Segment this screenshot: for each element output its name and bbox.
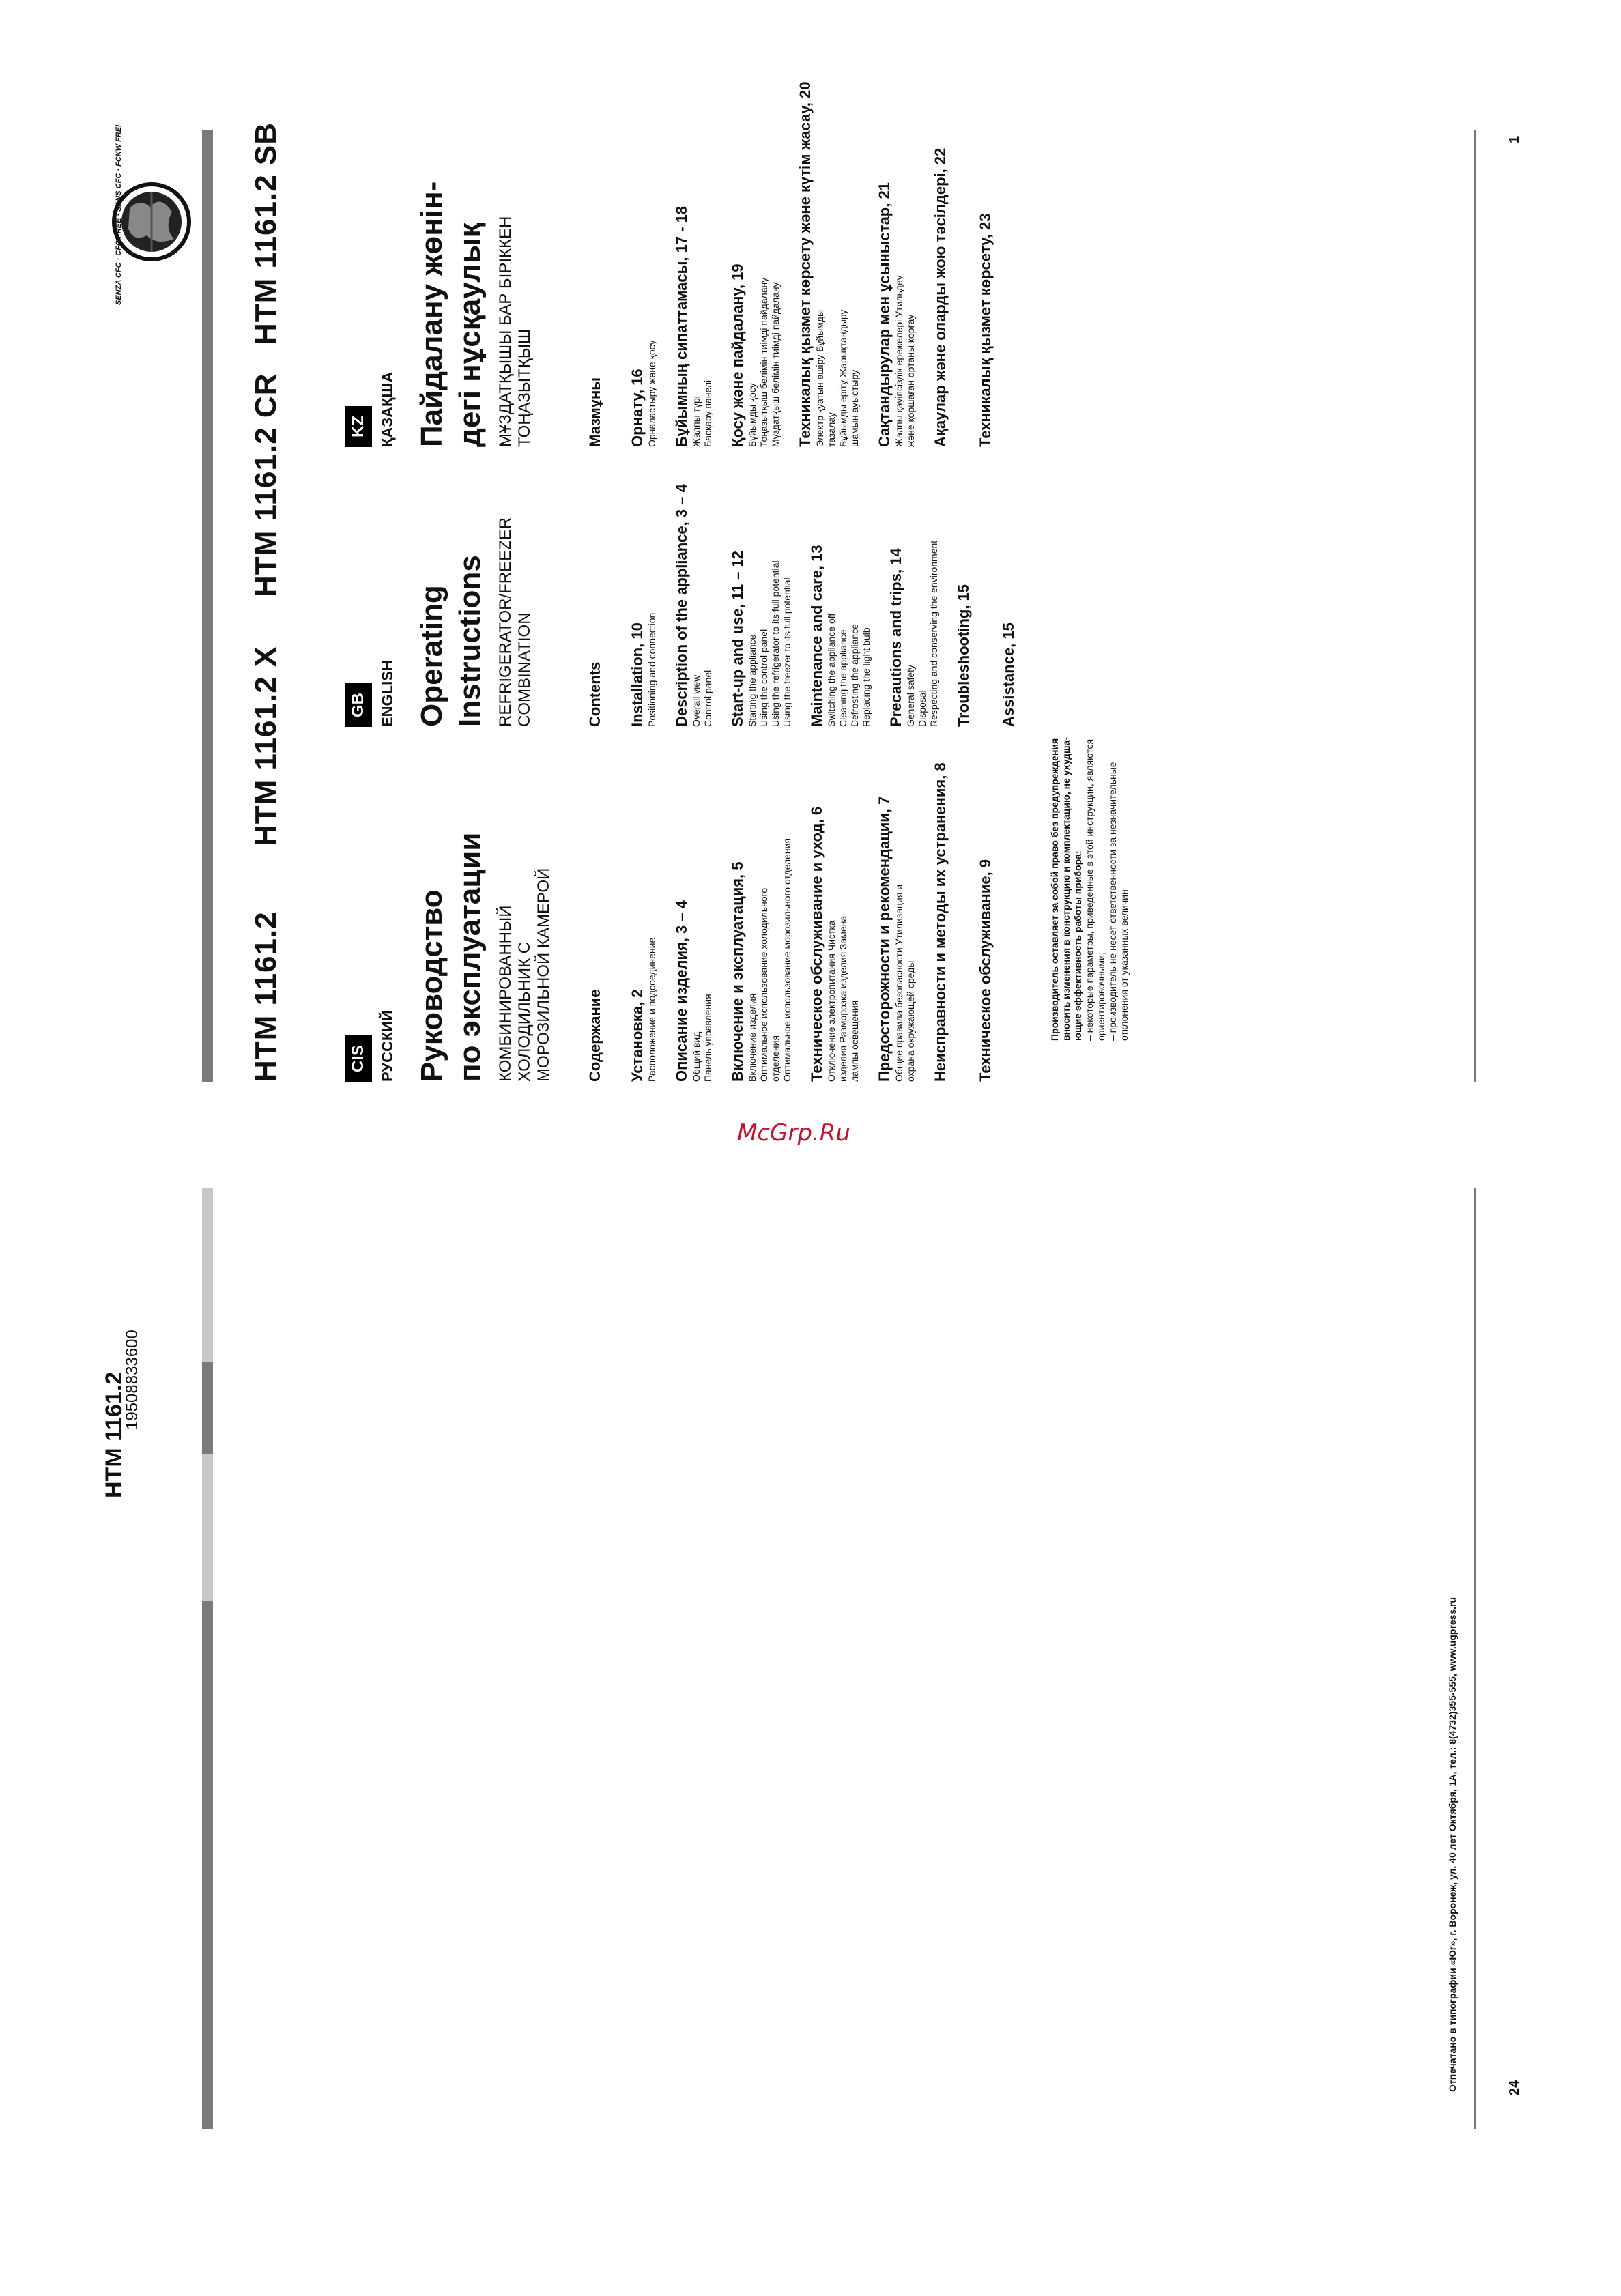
cis-badge: CIS <box>345 1035 372 1082</box>
cis-s7-title: Техническое обслуживание, 9 <box>977 859 994 1082</box>
gb-section-maintenance <box>808 484 872 727</box>
kz-s2-title: Бұйымның сипаттамасы, 17 - 18 <box>673 205 690 447</box>
gb-section-description <box>673 484 714 727</box>
cis-s3-a: Включение изделия <box>747 993 758 1082</box>
kz-s3-c: Мұздатқыш бөлімін тиімді пайдалану <box>770 282 781 447</box>
cis-column <box>345 737 1130 1082</box>
kz-section-assistance <box>977 81 994 447</box>
kz-s3-b: Тоңазытқыш бөлімін тиімді пайдалану <box>758 277 769 447</box>
kz-section-maintenance <box>797 81 861 447</box>
kz-section-troubleshooting <box>932 81 949 447</box>
cis-section-precautions <box>876 737 917 1082</box>
kz-title-2: дегі нұсқаулық <box>453 223 487 447</box>
kz-section-installation <box>629 81 658 447</box>
model-header-4: HTM 1161.2 SB <box>249 121 283 345</box>
kz-s7-title: Техникалық қызмет көрсету, 23 <box>977 213 994 447</box>
cis-s5-b: охрана окружающей среды <box>905 960 916 1082</box>
cis-section-startup <box>729 737 793 1082</box>
gb-s1-a: Positioning and connection <box>646 612 657 727</box>
kz-language: ҚАЗАҚША <box>379 371 396 447</box>
kz-s3-a: Бұйымды қосу <box>747 383 758 447</box>
cis-s4-a: Отключение электропитания Чистка <box>826 920 837 1082</box>
gb-s5-a: General safety <box>905 664 916 727</box>
gb-s4-c: Defrosting the appliance <box>849 624 860 727</box>
right-gray-bar <box>202 130 213 1082</box>
cis-section-maintenance <box>808 737 861 1082</box>
kz-s5-title: Сақтандырулар мен ұсыныстар, 21 <box>876 182 893 447</box>
cis-s6-title: Неисправности и методы их устранения, 8 <box>932 762 949 1082</box>
kz-section-precautions <box>876 81 917 447</box>
gb-s2-a: Overall view <box>691 674 702 727</box>
model-header-2: HTM 1161.2 X <box>249 646 283 846</box>
left-page-rule <box>1474 1188 1476 2129</box>
kz-column <box>345 81 1009 447</box>
cis-contents-heading: Содержание <box>586 989 603 1082</box>
left-page-number: 24 <box>1507 2080 1522 2095</box>
cis-notice-4: – некоторые параметры, приведенные в этой инструкции, являются <box>1084 738 1095 1041</box>
cis-s1-a: Расположение и подсоединение <box>646 937 657 1082</box>
kz-s4-c: Бұйымды еріту Жарықтандыру <box>837 309 848 447</box>
cis-section-troubleshooting <box>932 737 949 1082</box>
gb-s4-d: Replacing the light bulb <box>861 627 872 727</box>
kz-s1-title: Орнату, 16 <box>629 369 646 447</box>
left-model-title: HTM 1161.2 <box>101 1371 127 1498</box>
gb-contents-heading: Contents <box>586 661 603 727</box>
gb-section-precautions <box>887 484 940 727</box>
kz-s4-title: Техникалық қызмет көрсету және күтім жасау, 20 <box>797 81 814 447</box>
gb-s3-c: Using the refrigerator to its full potential <box>770 560 781 727</box>
cis-title-2: по эксплуатации <box>453 832 487 1082</box>
printer-imprint: Отпечатано в типографии «Юг», г. Воронеж, ул. 40 лет Октября, 1А, тел.: 8(4732)355-555, www.ugpress.ru <box>1447 1596 1458 2092</box>
gb-title-1: Operating <box>415 585 448 727</box>
cis-section-description <box>673 737 714 1082</box>
cis-notice-3: ющие эффективность работы прибора: <box>1072 850 1083 1041</box>
cis-section-assistance <box>977 737 994 1082</box>
gb-section-troubleshooting <box>955 484 973 727</box>
gb-s4-title: Maintenance and care, 13 <box>808 545 825 727</box>
gb-s6-title: Troubleshooting, 15 <box>955 584 972 727</box>
cis-s1-title: Установка, 2 <box>629 989 646 1082</box>
gb-s3-title: Start-up and use, 11 – 12 <box>729 551 746 727</box>
cis-notice-6: – производитель не несет ответственности за незначительные <box>1107 762 1118 1041</box>
gb-s5-title: Precautions and trips, 14 <box>887 548 904 727</box>
left-gray-bar-light-2 <box>202 1188 213 1362</box>
cis-s4-c: лампы освещения <box>849 1000 860 1082</box>
right-page-number: 1 <box>1507 135 1522 143</box>
kz-s2-a: Жалпы түрі <box>691 396 702 447</box>
kz-title-1: Пайдалану жөнін- <box>415 181 448 447</box>
gb-s3-b: Using the control panel <box>758 629 769 727</box>
model-header-3: HTM 1161.2 CR <box>249 373 283 597</box>
gb-title-2: Instructions <box>453 555 487 727</box>
cfc-free-logo <box>109 126 191 311</box>
kz-s4-d: шамын ауыстыру <box>849 369 860 447</box>
kz-s1-a: Орналастыру және қосу <box>646 340 657 447</box>
cis-s4-title: Техническое обслуживание и уход, 6 <box>808 806 825 1082</box>
left-model-code: 19508833600 <box>123 1330 141 1430</box>
cis-s4-b: изделия Разморозка изделия Замена <box>837 915 848 1082</box>
gb-language: ENGLISH <box>379 660 396 727</box>
cis-language: РУССКИЙ <box>379 1010 396 1082</box>
kz-s4-a: Электр қуатын өшіру Бұйымды <box>814 309 825 447</box>
kz-s2-b: Басқару панелі <box>702 379 713 447</box>
cis-s2-a: Общий вид <box>691 1031 702 1082</box>
cis-subtitle-2: ХОЛОДИЛЬНИК С <box>515 941 534 1082</box>
watermark: McGrp.Ru <box>737 1119 850 1147</box>
kz-subtitle-2: ТОҢАЗЫТҚЫШ <box>515 329 534 447</box>
cis-s3-title: Включение и эксплуатация, 5 <box>729 861 746 1082</box>
gb-s2-title: Description of the appliance, 3 – 4 <box>673 484 690 727</box>
gb-s3-d: Using the freezer to its full potential <box>781 577 792 727</box>
gb-subtitle-1: REFRIGERATOR/FREEZER <box>496 517 515 727</box>
gb-section-installation <box>629 484 658 727</box>
cis-s5-a: Общие правила безопасности Утилизация и <box>893 884 904 1082</box>
cis-s5-title: Предосторожности и рекомендации, 7 <box>876 796 893 1082</box>
cis-s2-title: Описание изделия, 3 – 4 <box>673 900 690 1082</box>
gb-s4-a: Switching the appliance off <box>826 613 837 727</box>
kz-s5-a: Жалпы қауіпсіздік ережелері Утильдеу <box>893 275 904 447</box>
gb-section-startup <box>729 484 793 727</box>
kz-subtitle-1: МҰЗДАТҚЫШЫ БАР БІРІККЕН <box>496 216 515 447</box>
model-header-1: HTM 1161.2 <box>249 911 283 1082</box>
kz-s4-b: тазалау <box>826 412 837 447</box>
kz-section-startup <box>729 81 781 447</box>
cis-s2-b: Панель управления <box>702 994 713 1082</box>
cis-s3-d: Оптимальное использование морозильного отделения <box>781 838 792 1082</box>
gb-s5-c: Respecting and conserving the environment <box>928 540 939 727</box>
kz-s3-title: Қосу және пайдалану, 19 <box>729 263 746 447</box>
cis-subtitle-3: МОРОЗИЛЬНОЙ КАМЕРОЙ <box>534 867 553 1082</box>
cis-section-installation <box>629 737 658 1082</box>
cis-notice-5: ориентировочными; <box>1095 952 1106 1041</box>
left-gray-bar-light-1 <box>202 1454 213 1601</box>
cis-title-1: Руководство <box>415 889 448 1082</box>
logo-text: SENZA CFC · CFC FREE · SANS CFC · FCKW FREI <box>115 124 123 305</box>
kz-s5-b: және қоршаған ортаны қорғау <box>905 314 916 447</box>
cis-notice <box>1049 737 1130 1082</box>
left-gray-bar-dark <box>202 1601 213 2129</box>
gb-s3-a: Starting the appliance <box>747 634 758 727</box>
cis-s3-c: отделения <box>770 1035 781 1082</box>
gb-s4-b: Cleaning the appliance <box>837 629 848 727</box>
cis-s3-b: Оптимальное использование холодильного <box>758 887 769 1082</box>
gb-section-assistance <box>1000 484 1018 727</box>
cis-notice-2: вносить изменения в конструкцию и комплектацию, не ухудша- <box>1061 736 1072 1041</box>
gb-column <box>345 484 1033 727</box>
gb-s7-title: Assistance, 15 <box>1000 622 1017 727</box>
gb-badge: GB <box>345 683 372 727</box>
right-page-rule <box>1474 130 1476 1082</box>
kz-section-description <box>673 81 714 447</box>
kz-contents-heading: Мазмұны <box>586 377 603 447</box>
left-gray-bar-mid <box>202 1362 213 1454</box>
gb-subtitle-2: COMBINATION <box>515 612 534 727</box>
gb-s2-b: Control panel <box>702 670 713 727</box>
gb-s1-title: Installation, 10 <box>629 622 646 727</box>
gb-s5-b: Disposal <box>917 690 928 727</box>
cis-notice-1: Производитель оставляет за собой право без предупреждения <box>1049 738 1060 1041</box>
cis-subtitle-1: КОМБИНИРОВАННЫЙ <box>496 905 515 1082</box>
cis-notice-7: отклонения от указанных величин <box>1119 889 1130 1041</box>
kz-s6-title: Ақаулар және оларды жою тәсілдері, 22 <box>932 147 949 447</box>
kz-badge: KZ <box>345 406 372 447</box>
